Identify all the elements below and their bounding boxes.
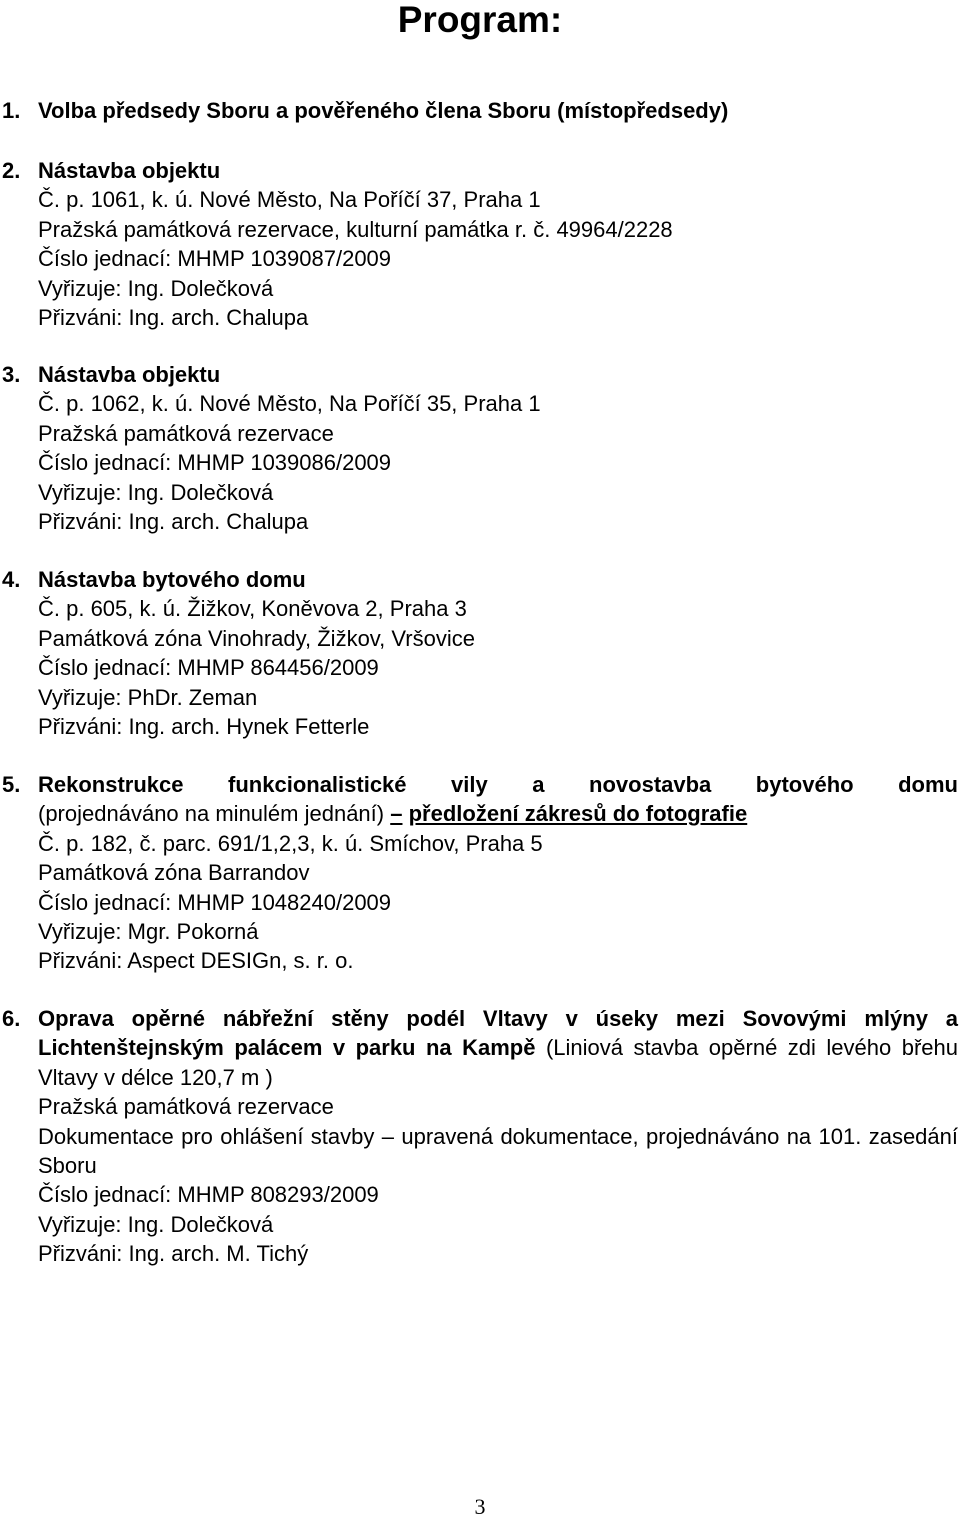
item-documentation: Dokumentace pro ohlášení stavby – upravená dokumentace, projednáváno na 101. zasedání Sboru <box>38 1123 958 1179</box>
item-number: 6. <box>2 1006 21 1031</box>
item-reference-number: Číslo jednací: MHMP 864456/2009 <box>38 655 379 681</box>
item-note <box>38 799 958 828</box>
item-reference-number: Číslo jednací: MHMP 808293/2009 <box>38 1182 379 1208</box>
item-address: Č. p. 605, k. ú. Žižkov, Koněvova 2, Praha 3 <box>38 596 467 622</box>
agenda-item-6 <box>0 1004 960 1269</box>
item-handled-by: Vyřizuje: Ing. Dolečková <box>38 275 274 301</box>
item-handled-by: Vyřizuje: Ing. Dolečková <box>38 479 274 505</box>
item-heading: Nástavba bytového domu <box>38 567 306 592</box>
item-heading: Nástavba objektu <box>38 158 221 183</box>
item-invited: Přizváni: Ing. arch. Chalupa <box>38 509 309 535</box>
item-heading-rest: (Liniová stavba opěrné zdi levého břehu Vltavy v délce 120,7 m ) <box>38 1035 958 1090</box>
page-title: Program: <box>397 0 563 40</box>
item-invited: Přizváni: Aspect DESIGn, s. r. o. <box>38 948 354 974</box>
item-number: 5. <box>2 772 21 797</box>
item-number: 4. <box>2 567 21 592</box>
item-reference-number: Číslo jednací: MHMP 1048240/2009 <box>38 889 392 915</box>
item-heading-bold: Oprava opěrné nábřežní stěny podél Vltavy v úseky mezi Sovovými mlýny a Lichtenštejnským palácem v parku na Kampě <box>38 1006 958 1061</box>
note-emphasis: předložení zákresů do fotografie <box>408 801 748 827</box>
item-invited: Přizváni: Ing. arch. Hynek Fetterle <box>38 714 370 740</box>
item-heading <box>38 1004 958 1092</box>
item-handled-by: Vyřizuje: Mgr. Pokorná <box>38 919 259 945</box>
note-prefix: (projednáváno na minulém jednání) <box>38 801 385 827</box>
item-protection-zone: Památková zóna Barrandov <box>38 860 310 886</box>
item-invited: Přizváni: Ing. arch. M. Tichý <box>38 1241 309 1267</box>
item-handled-by: Vyřizuje: PhDr. Zeman <box>38 684 258 710</box>
item-handled-by: Vyřizuje: Ing. Dolečková <box>38 1211 274 1237</box>
agenda-item-1 <box>0 96 960 125</box>
item-heading: Volba předsedy Sboru a pověřeného člena Sboru (místopředsedy) <box>38 98 729 123</box>
agenda-item-5 <box>0 770 960 976</box>
item-address: Č. p. 1062, k. ú. Nové Město, Na Poříčí 35, Praha 1 <box>38 391 541 417</box>
item-heading: Rekonstrukce funkcionalistické vily a novostavba bytového domu <box>38 772 958 797</box>
item-reference-number: Číslo jednací: MHMP 1039087/2009 <box>38 246 392 272</box>
page-number: 3 <box>474 1494 486 1519</box>
item-protection-zone: Pražská památková rezervace, kulturní památka r. č. 49964/2228 <box>38 216 673 242</box>
item-number: 2. <box>2 158 21 183</box>
item-address: Č. p. 1061, k. ú. Nové Město, Na Poříčí 37, Praha 1 <box>38 187 541 213</box>
item-number: 1. <box>2 98 21 123</box>
item-protection-zone: Pražská památková rezervace <box>38 420 334 446</box>
item-protection-zone: Památková zóna Vinohrady, Žižkov, Vršovice <box>38 625 475 651</box>
item-number: 3. <box>2 362 21 387</box>
item-address: Č. p. 182, č. parc. 691/1,2,3, k. ú. Smíchov, Praha 5 <box>38 830 543 856</box>
item-heading: Nástavba objektu <box>38 362 221 387</box>
agenda-item-4 <box>0 565 960 741</box>
note-dash: – <box>390 801 403 827</box>
item-protection-zone: Pražská památková rezervace <box>38 1094 334 1120</box>
agenda-item-2 <box>0 156 960 332</box>
item-invited: Přizváni: Ing. arch. Chalupa <box>38 305 309 331</box>
agenda-item-3 <box>0 360 960 536</box>
item-reference-number: Číslo jednací: MHMP 1039086/2009 <box>38 450 392 476</box>
